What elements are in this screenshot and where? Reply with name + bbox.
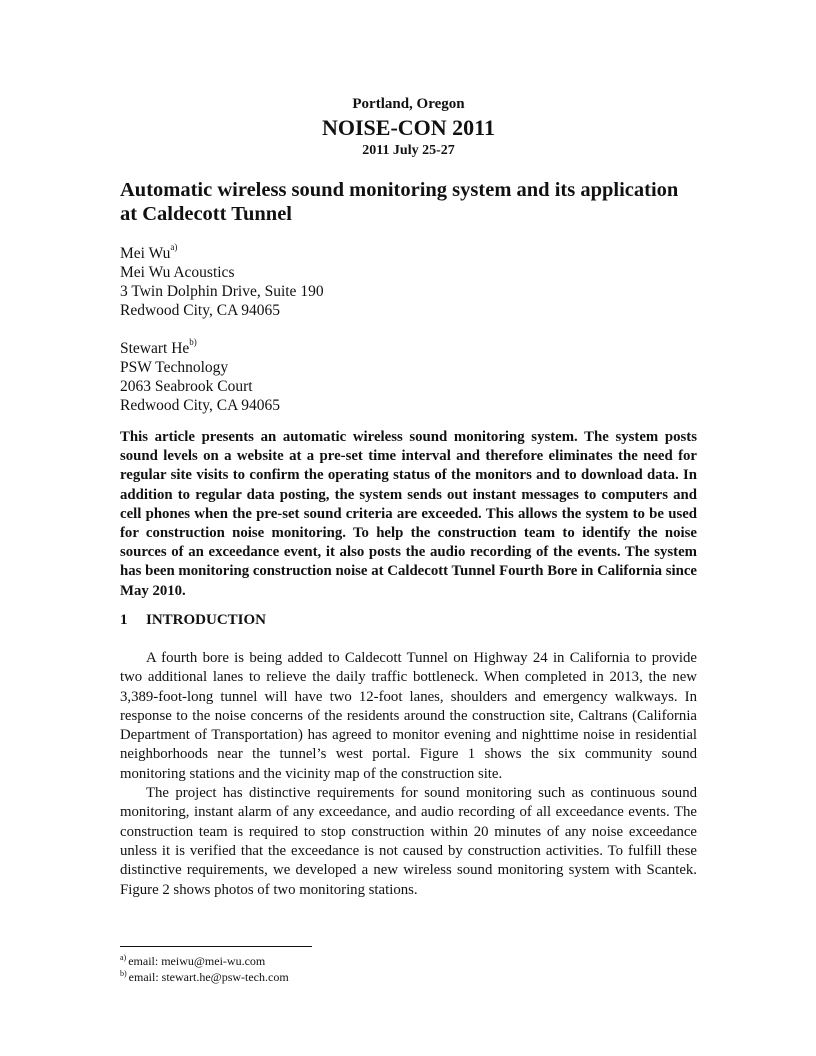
footnote-text: email: stewart.he@psw-tech.com: [128, 970, 289, 984]
footnote-rule: [120, 946, 312, 947]
conference-location: Portland, Oregon: [352, 96, 465, 112]
author-address-line: Redwood City, CA 94065: [120, 397, 281, 414]
author-marker: b): [189, 337, 197, 347]
footnote: [120, 969, 289, 985]
section-number: 1: [120, 612, 128, 628]
author-marker: a): [170, 242, 178, 252]
paper-title: Automatic wireless sound monitoring system and its application at Caldecott Tunnel: [120, 179, 679, 225]
author-address-line: 3 Twin Dolphin Drive, Suite 190: [120, 283, 324, 300]
author-affiliation: Mei Wu Acoustics: [120, 264, 235, 281]
conference-date: 2011 July 25-27: [362, 143, 455, 158]
author-name: Stewart He: [120, 340, 190, 357]
footnotes: [120, 953, 289, 985]
paragraph: The project has distinctive requirements for sound monitoring such as continuous sound monitoring, instant alarm of any exceedance, and audio recording of all exceedance events. The construction team is required to stop construction within 20 minutes of any noise exceedance unless it is verified that the exceedance is not caused by construction activities. To fulfill these distinctive requirements, we developed a new wireless sound monitoring system with Scantek. Figure 2 shows photos of two monitoring stations.: [120, 785, 697, 898]
paragraph: A fourth bore is being added to Caldecott Tunnel on Highway 24 in California to provide two additional lanes to relieve the daily traffic bottleneck. When completed in 2013, the new 3,389-foot-long tunnel will have two 12-foot lanes, shoulders and emergency walkways. In response to the noise concerns of the residents around the construction site, Caltrans (California Department of Transportation) has agreed to monitor evening and nighttime noise in residential neighborhoods near the tunnel’s west portal. Figure 1 shows the six community sound monitoring stations and the vicinity map of the construction site.: [120, 650, 697, 782]
body-text: [120, 649, 697, 900]
conference-name: NOISE-CON 2011: [322, 115, 495, 140]
author-address-line: Redwood City, CA 94065: [120, 302, 281, 319]
footnote-marker: a): [120, 953, 127, 962]
author-block-1: [120, 244, 324, 320]
section-heading: [120, 612, 266, 629]
author-address-line: 2063 Seabrook Court: [120, 378, 253, 395]
footnote-marker: b): [120, 969, 127, 978]
footnote: [120, 953, 289, 969]
footnote-text: email: meiwu@mei-wu.com: [128, 954, 266, 968]
author-block-2: [120, 339, 280, 415]
author-affiliation: PSW Technology: [120, 359, 229, 376]
section-title: INTRODUCTION: [146, 612, 267, 628]
abstract: This article presents an automatic wireless sound monitoring system. The system posts sound levels on a website at a pre-set time interval and therefore eliminates the need for regular site visits to confirm the operating status of the monitors and to download data. In addition to regular data posting, the system sends out instant messages to computers and cell phones when the pre-set sound criteria are exceeded. This allows the system to be used for construction noise monitoring. To help the construction team to identify the noise sources of an exceedance event, it also posts the audio recording of the events. The system has been monitoring construction noise at Caldecott Tunnel Fourth Bore in California since May 2010.: [120, 429, 697, 599]
author-name: Mei Wu: [120, 245, 171, 262]
